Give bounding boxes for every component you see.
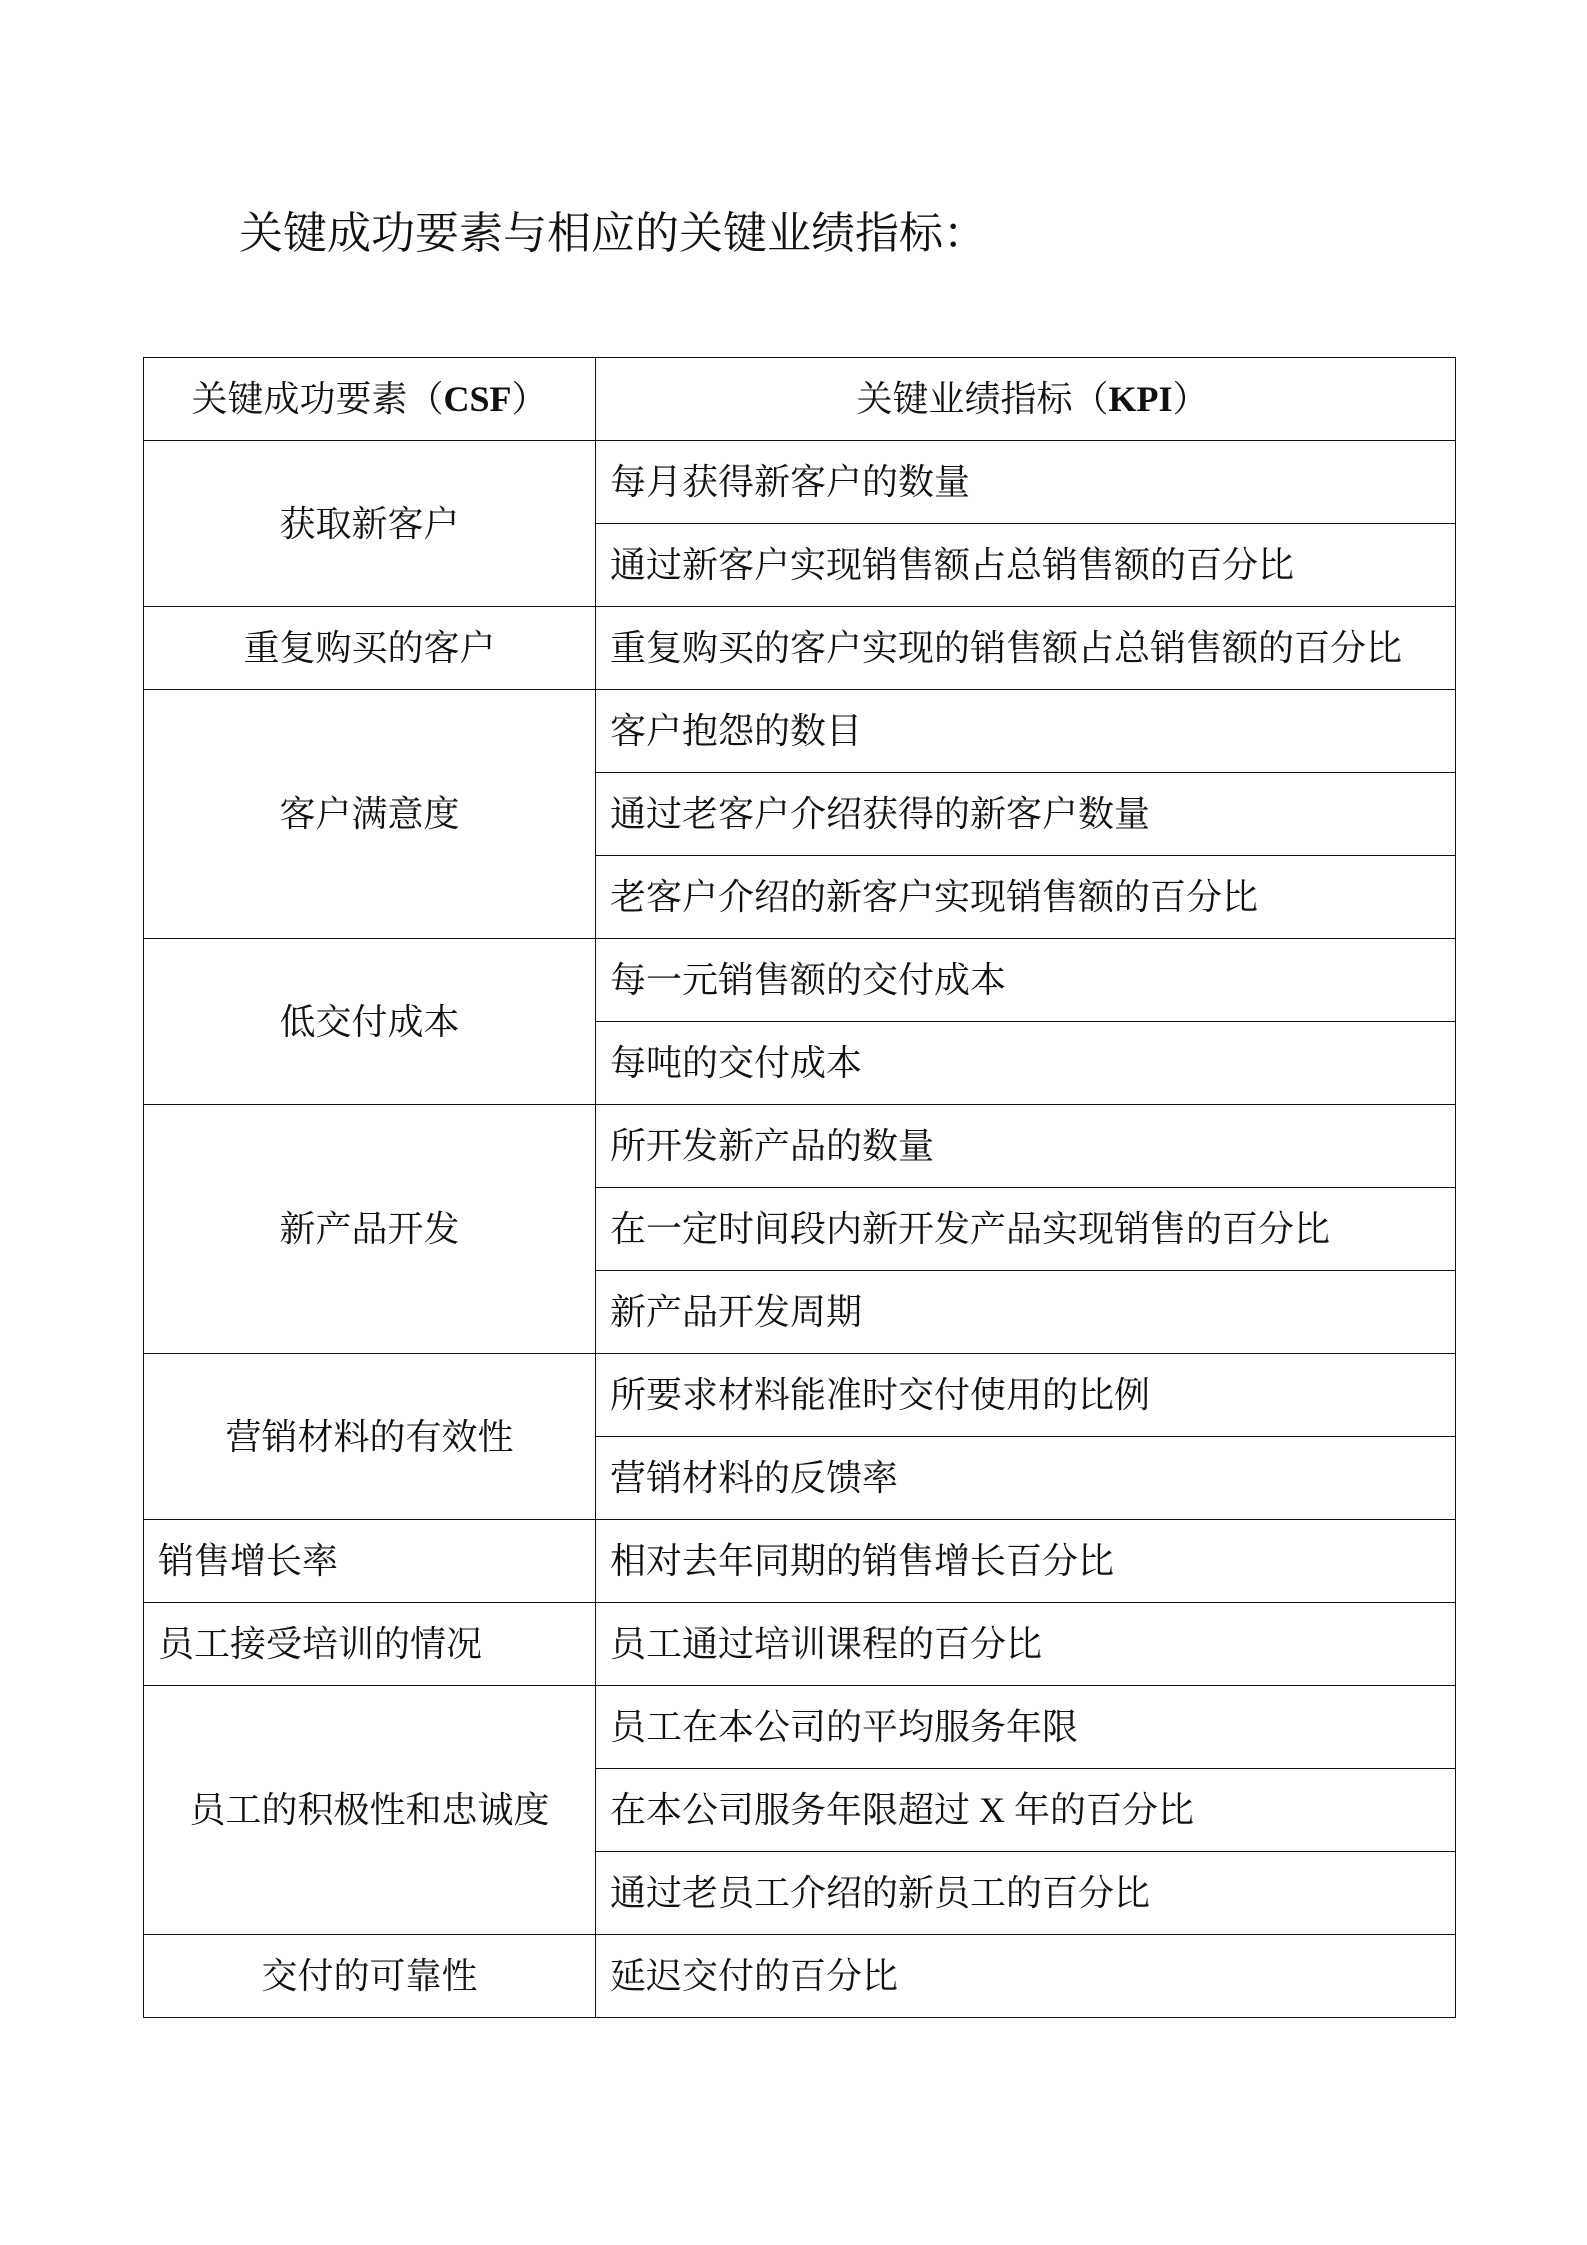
table-row (144, 1354, 1456, 1437)
csf-cell: 客户满意度 (144, 690, 596, 939)
kpi-cell: 通过老客户介绍获得的新客户数量 (596, 773, 1456, 856)
table-row (144, 607, 1456, 690)
kpi-cell: 所要求材料能准时交付使用的比例 (596, 1354, 1456, 1437)
csf-cell: 营销材料的有效性 (144, 1354, 596, 1520)
header-kpi-abbr: KPI (1108, 379, 1173, 419)
header-csf (144, 358, 596, 441)
table-row (144, 939, 1456, 1022)
kpi-cell: 在一定时间段内新开发产品实现销售的百分比 (596, 1188, 1456, 1271)
kpi-cell: 在本公司服务年限超过 X 年的百分比 (596, 1769, 1456, 1852)
csf-cell: 员工的积极性和忠诚度 (144, 1686, 596, 1935)
table-header-row (144, 358, 1456, 441)
table-row (144, 1520, 1456, 1603)
kpi-cell: 客户抱怨的数目 (596, 690, 1456, 773)
csf-cell: 获取新客户 (144, 441, 596, 607)
table-row (144, 1686, 1456, 1769)
csf-cell: 交付的可靠性 (144, 1935, 596, 2018)
kpi-cell: 每一元销售额的交付成本 (596, 939, 1456, 1022)
header-csf-abbr: CSF (443, 379, 512, 419)
csf-cell: 低交付成本 (144, 939, 596, 1105)
header-kpi-close: ） (1172, 379, 1209, 419)
csf-cell: 新产品开发 (144, 1105, 596, 1354)
csf-kpi-table (143, 357, 1456, 2018)
kpi-cell: 员工在本公司的平均服务年限 (596, 1686, 1456, 1769)
header-kpi-label: 关键业绩指标（ (856, 379, 1109, 419)
kpi-cell: 营销材料的反馈率 (596, 1437, 1456, 1520)
table-row (144, 441, 1456, 524)
table-row (144, 1935, 1456, 2018)
csf-cell: 重复购买的客户 (144, 607, 596, 690)
kpi-cell: 通过老员工介绍的新员工的百分比 (596, 1852, 1456, 1935)
kpi-cell: 每吨的交付成本 (596, 1022, 1456, 1105)
table-row (144, 1105, 1456, 1188)
kpi-cell: 所开发新产品的数量 (596, 1105, 1456, 1188)
csf-cell: 员工接受培训的情况 (144, 1603, 596, 1686)
kpi-cell: 每月获得新客户的数量 (596, 441, 1456, 524)
kpi-cell: 相对去年同期的销售增长百分比 (596, 1520, 1456, 1603)
csf-cell: 销售增长率 (144, 1520, 596, 1603)
page-title: 关键成功要素与相应的关键业绩指标： (239, 209, 987, 258)
kpi-cell: 通过新客户实现销售额占总销售额的百分比 (596, 524, 1456, 607)
kpi-cell: 新产品开发周期 (596, 1271, 1456, 1354)
kpi-cell: 重复购买的客户实现的销售额占总销售额的百分比 (596, 607, 1456, 690)
kpi-cell: 老客户介绍的新客户实现销售额的百分比 (596, 856, 1456, 939)
header-kpi (596, 358, 1456, 441)
header-csf-close: ） (511, 379, 548, 419)
kpi-cell: 员工通过培训课程的百分比 (596, 1603, 1456, 1686)
table-row (144, 1603, 1456, 1686)
header-csf-label: 关键成功要素（ (191, 379, 444, 419)
kpi-cell: 延迟交付的百分比 (596, 1935, 1456, 2018)
table-row (144, 690, 1456, 773)
table-body (144, 441, 1456, 2018)
